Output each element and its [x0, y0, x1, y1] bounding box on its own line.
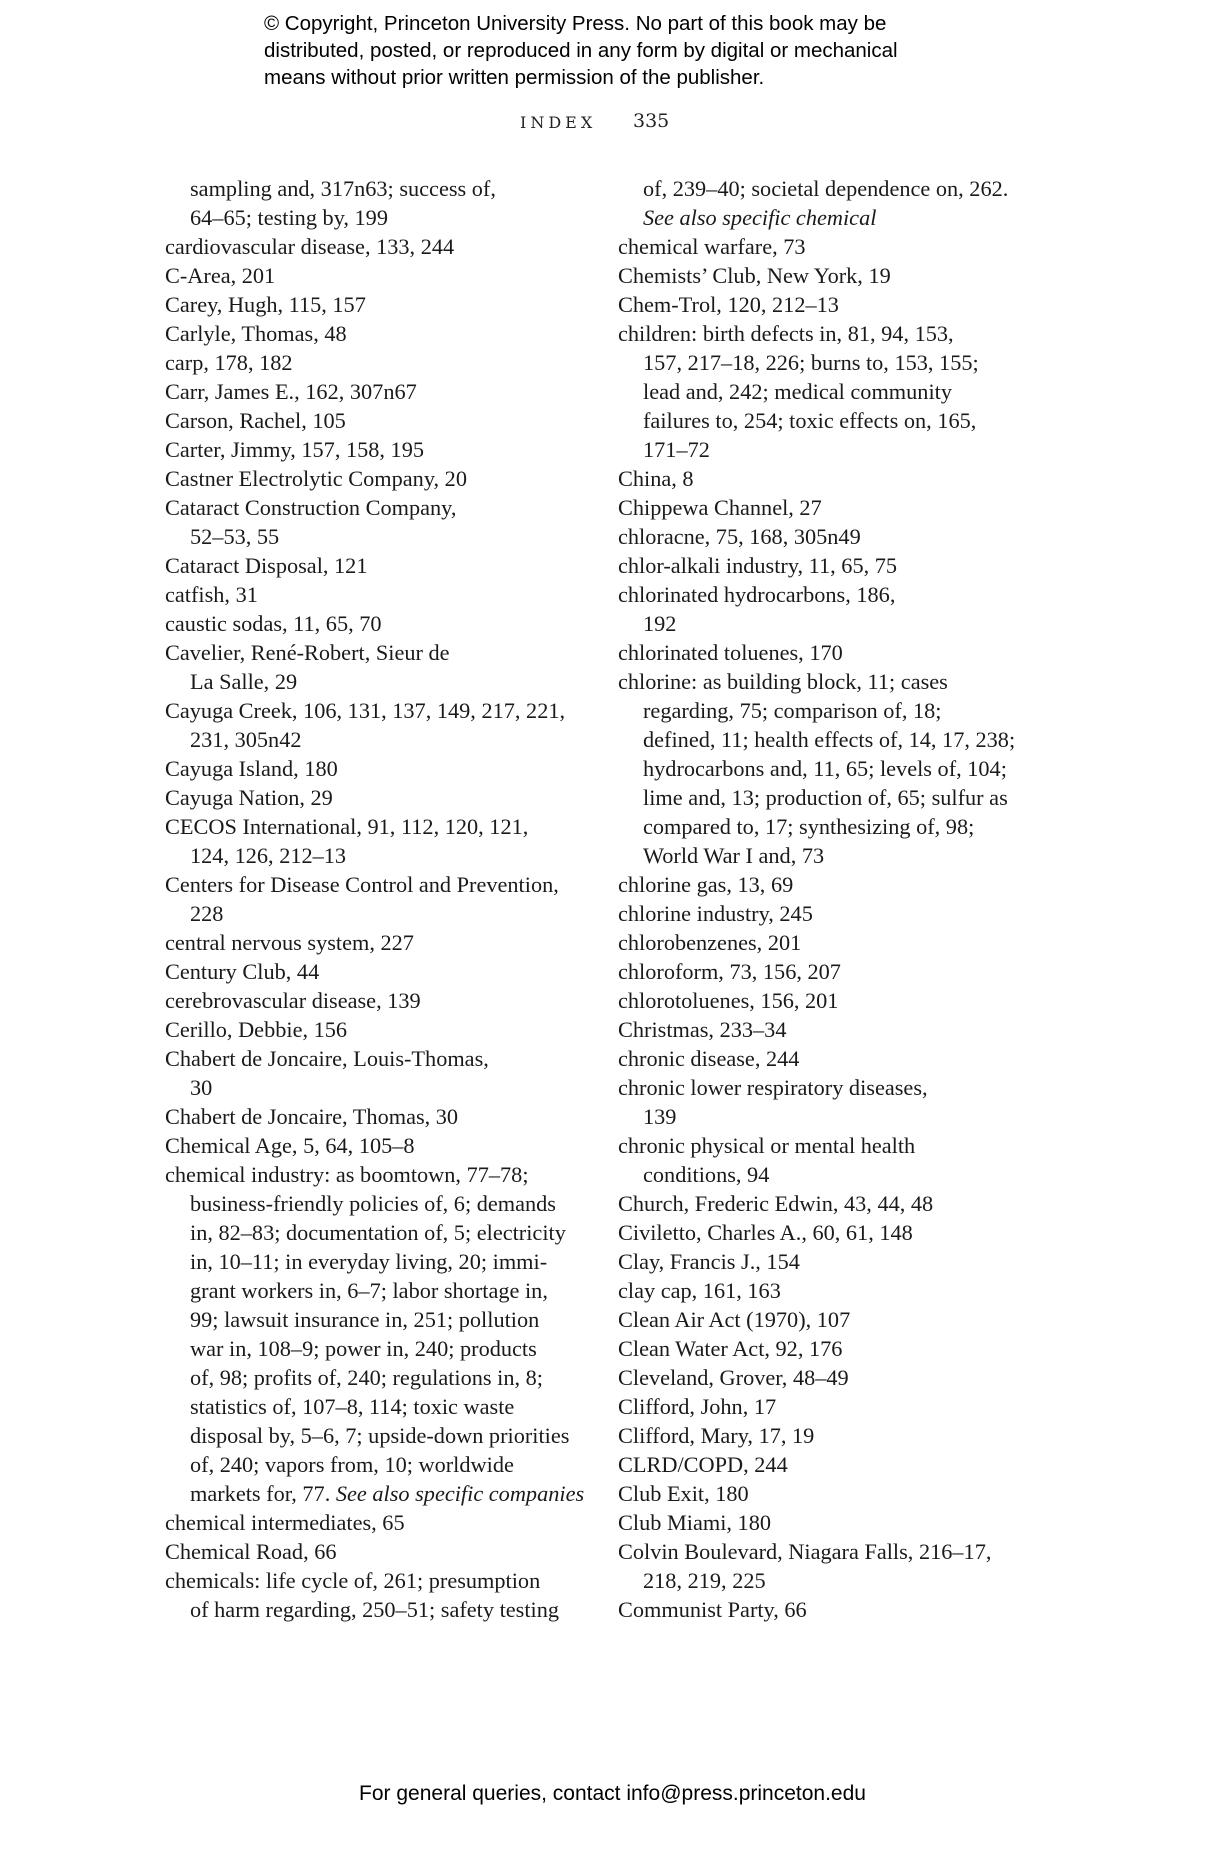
index-entry-text: Cleveland, Grover, 48–49	[618, 1365, 849, 1390]
index-entry-line	[618, 1015, 1058, 1044]
index-entry-line	[165, 638, 605, 667]
index-entry-text: Cavelier, René-Robert, Sieur de	[165, 640, 450, 665]
index-entry-text: defined, 11; health effects of, 14, 17, 238;	[643, 727, 1016, 752]
index-entry-text: Chemical Road, 66	[165, 1539, 337, 1564]
running-head-label: INDEX	[520, 113, 597, 132]
index-entry-text: chlorine industry, 245	[618, 901, 813, 926]
index-entry-line	[618, 522, 1058, 551]
index-entry-text: of, 98; profits of, 240; regulations in, 8;	[190, 1365, 543, 1390]
index-entry-line	[165, 696, 605, 725]
index-entry-line	[165, 406, 605, 435]
index-entry-line	[618, 986, 1058, 1015]
index-entry-text: of harm regarding, 250–51; safety testing	[190, 1597, 560, 1622]
index-entry-line	[618, 1363, 1058, 1392]
index-entry-line	[618, 1334, 1058, 1363]
index-entry-line	[165, 1595, 605, 1624]
index-entry-line	[618, 551, 1058, 580]
index-column-right	[618, 174, 1058, 1624]
index-entry-text: compared to, 17; synthesizing of, 98;	[643, 814, 975, 839]
index-entry-text: Clifford, John, 17	[618, 1394, 777, 1419]
index-entry-text: business-friendly policies of, 6; demands	[190, 1191, 556, 1216]
index-entry-line	[618, 1450, 1058, 1479]
index-entry-text: Clean Water Act, 92, 176	[618, 1336, 843, 1361]
index-entry-text: 30	[190, 1075, 213, 1100]
index-entry-text: Chem-Trol, 120, 212–13	[618, 292, 839, 317]
copyright-line: © Copyright, Princeton University Press. No part of this book may be	[264, 12, 887, 35]
index-entry-line	[165, 957, 605, 986]
index-entry-line	[165, 1363, 605, 1392]
index-entry-text: 99; lawsuit insurance in, 251; pollution	[190, 1307, 540, 1332]
index-entry-line	[618, 870, 1058, 899]
index-entry-line	[165, 986, 605, 1015]
index-entry-text: Cerillo, Debbie, 156	[165, 1017, 348, 1042]
index-entry-line	[165, 435, 605, 464]
index-entry-line	[618, 1305, 1058, 1334]
cross-reference: See also specific companies	[330, 1481, 585, 1506]
index-entry-line	[165, 348, 605, 377]
cross-reference: See also specific chemical	[643, 205, 877, 230]
index-entry-text: chronic physical or mental health	[618, 1133, 916, 1158]
index-entry-text: children: birth defects in, 81, 94, 153,	[618, 321, 954, 346]
copyright-line: distributed, posted, or reproduced in any form by digital or mechanical	[264, 39, 898, 62]
index-entry-line	[165, 1392, 605, 1421]
index-entry-line	[618, 841, 1058, 870]
index-entry-text: disposal by, 5–6, 7; upside-down priorities	[190, 1423, 570, 1448]
index-entry-line	[618, 1247, 1058, 1276]
index-entry-line	[165, 551, 605, 580]
index-entry-text: 228	[190, 901, 224, 926]
index-entry-line	[618, 812, 1058, 841]
index-entry-line	[618, 1508, 1058, 1537]
index-entry-text: World War I and, 73	[643, 843, 825, 868]
index-entry-line	[618, 1189, 1058, 1218]
index-entry-text: clay cap, 161, 163	[618, 1278, 781, 1303]
index-entry-text: cardiovascular disease, 133, 244	[165, 234, 455, 259]
index-entry-line	[618, 464, 1058, 493]
index-entry-line	[165, 609, 605, 638]
index-entry-text: Cayuga Island, 180	[165, 756, 338, 781]
index-entry-text: sampling and, 317n63; success of,	[190, 176, 496, 201]
index-entry-line	[165, 1044, 605, 1073]
index-entry-line	[618, 232, 1058, 261]
index-entry-text: Castner Electrolytic Company, 20	[165, 466, 467, 491]
index-entry-line	[618, 928, 1058, 957]
index-entry-line	[618, 580, 1058, 609]
index-entry-text: China, 8	[618, 466, 694, 491]
index-entry-line	[165, 841, 605, 870]
index-entry-line	[618, 957, 1058, 986]
index-entry-text: statistics of, 107–8, 114; toxic waste	[190, 1394, 515, 1419]
index-entry-text: conditions, 94	[643, 1162, 770, 1187]
index-entry-text: catfish, 31	[165, 582, 258, 607]
index-entry-line	[618, 1160, 1058, 1189]
index-entry-text: Cataract Construction Company,	[165, 495, 457, 520]
index-entry-text: Club Miami, 180	[618, 1510, 771, 1535]
index-entry-text: Carlyle, Thomas, 48	[165, 321, 347, 346]
index-entry-text: Centers for Disease Control and Prevention,	[165, 872, 559, 897]
index-column-left	[165, 174, 605, 1624]
index-entry-text: of, 240; vapors from, 10; worldwide	[190, 1452, 514, 1477]
index-entry-line	[165, 783, 605, 812]
index-entry-text: Communist Party, 66	[618, 1597, 807, 1622]
footer-text: For general queries, contact info@press.princeton.edu	[359, 1782, 866, 1805]
index-entry-line	[618, 1537, 1058, 1566]
index-entry-line	[165, 1073, 605, 1102]
index-entry-text: 157, 217–18, 226; burns to, 153, 155;	[643, 350, 979, 375]
index-entry-text: Civiletto, Charles A., 60, 61, 148	[618, 1220, 913, 1245]
index-entry-text: 218, 219, 225	[643, 1568, 766, 1593]
index-entry-text: carp, 178, 182	[165, 350, 293, 375]
index-entry-line	[618, 667, 1058, 696]
index-entry-line	[165, 522, 605, 551]
index-entry-line	[618, 290, 1058, 319]
index-entry-text: failures to, 254; toxic effects on, 165,	[643, 408, 977, 433]
index-entry-line	[618, 1392, 1058, 1421]
index-entry-line	[165, 1508, 605, 1537]
index-entry-text: Century Club, 44	[165, 959, 320, 984]
index-entry-line	[618, 754, 1058, 783]
index-entry-line	[618, 1073, 1058, 1102]
index-entry-text: chemical industry: as boomtown, 77–78;	[165, 1162, 529, 1187]
index-entry-text: lead and, 242; medical community	[643, 379, 952, 404]
index-entry-line	[165, 319, 605, 348]
index-entry-text: 124, 126, 212–13	[190, 843, 347, 868]
index-entry-line	[165, 377, 605, 406]
index-entry-text: central nervous system, 227	[165, 930, 414, 955]
index-entry-line	[165, 1276, 605, 1305]
index-entry-line	[165, 174, 605, 203]
index-entry-line	[618, 725, 1058, 754]
index-entry-text: chloracne, 75, 168, 305n49	[618, 524, 861, 549]
index-entry-line	[165, 261, 605, 290]
index-entry-text: Clifford, Mary, 17, 19	[618, 1423, 815, 1448]
index-entry-line	[618, 406, 1058, 435]
index-entry-line	[165, 1334, 605, 1363]
index-entry-text: chloroform, 73, 156, 207	[618, 959, 841, 984]
index-entry-text: cerebrovascular disease, 139	[165, 988, 421, 1013]
index-entry-text: Clean Air Act (1970), 107	[618, 1307, 851, 1332]
index-entry-text: chlorinated toluenes, 170	[618, 640, 843, 665]
index-entry-line	[165, 667, 605, 696]
index-entry-line	[618, 261, 1058, 290]
index-entry-text: Cayuga Nation, 29	[165, 785, 333, 810]
copyright-notice	[264, 10, 1024, 91]
index-entry-text: in, 10–11; in everyday living, 20; immi-	[190, 1249, 548, 1274]
index-entry-text: lime and, 13; production of, 65; sulfur as	[643, 785, 1008, 810]
index-entry-text: Christmas, 233–34	[618, 1017, 787, 1042]
index-entry-text: of, 239–40; societal dependence on, 262.	[643, 176, 1009, 201]
index-entry-text: La Salle, 29	[190, 669, 298, 694]
index-entry-text: chlor-alkali industry, 11, 65, 75	[618, 553, 898, 578]
index-entry-text: regarding, 75; comparison of, 18;	[643, 698, 942, 723]
index-entry-line	[165, 928, 605, 957]
index-entry-text: Chippewa Channel, 27	[618, 495, 822, 520]
index-entry-text: CLRD/COPD, 244	[618, 1452, 788, 1477]
index-entry-line	[165, 1015, 605, 1044]
index-entry-line	[165, 1537, 605, 1566]
index-entry-line	[618, 1276, 1058, 1305]
index-entry-line	[165, 580, 605, 609]
index-entry-line	[165, 1479, 605, 1508]
index-entry-line	[165, 1218, 605, 1247]
index-entry-text: chronic disease, 244	[618, 1046, 800, 1071]
index-entry-line	[618, 899, 1058, 928]
index-entry-line	[618, 638, 1058, 667]
index-entry-line	[618, 203, 1058, 232]
index-entry-text: Cataract Disposal, 121	[165, 553, 368, 578]
index-entry-line	[165, 870, 605, 899]
index-entry-line	[165, 754, 605, 783]
index-entry-line	[618, 493, 1058, 522]
index-entry-text: markets for, 77.	[190, 1481, 331, 1506]
footer-note	[0, 1782, 1225, 1806]
index-entry-text: caustic sodas, 11, 65, 70	[165, 611, 382, 636]
index-entry-line	[165, 290, 605, 319]
index-entry-line	[618, 609, 1058, 638]
index-entry-text: war in, 108–9; power in, 240; products	[190, 1336, 537, 1361]
index-entry-line	[618, 1566, 1058, 1595]
index-entry-line	[618, 435, 1058, 464]
index-entry-line	[618, 1479, 1058, 1508]
copyright-line: means without prior written permission of the publisher.	[264, 66, 765, 89]
index-entry-text: Clay, Francis J., 154	[618, 1249, 800, 1274]
index-entry-text: chemicals: life cycle of, 261; presumption	[165, 1568, 541, 1593]
index-entry-line	[618, 348, 1058, 377]
index-entry-text: Carr, James E., 162, 307n67	[165, 379, 417, 404]
index-entry-text: chlorobenzenes, 201	[618, 930, 802, 955]
index-entry-text: Carter, Jimmy, 157, 158, 195	[165, 437, 425, 462]
index-entry-line	[165, 1566, 605, 1595]
index-entry-line	[165, 812, 605, 841]
index-entry-text: Chabert de Joncaire, Thomas, 30	[165, 1104, 459, 1129]
index-entry-line	[618, 1131, 1058, 1160]
index-entry-line	[618, 319, 1058, 348]
index-entry-line	[165, 1160, 605, 1189]
index-entry-text: chlorinated hydrocarbons, 186,	[618, 582, 896, 607]
index-entry-text: 231, 305n42	[190, 727, 302, 752]
index-entry-line	[618, 783, 1058, 812]
index-entry-line	[618, 1218, 1058, 1247]
index-entry-text: Church, Frederic Edwin, 43, 44, 48	[618, 1191, 934, 1216]
index-entry-text: Cayuga Creek, 106, 131, 137, 149, 217, 221,	[165, 698, 566, 723]
index-entry-line	[165, 725, 605, 754]
index-entry-line	[165, 1102, 605, 1131]
index-entry-line	[618, 1595, 1058, 1624]
index-entry-line	[165, 1305, 605, 1334]
index-entry-text: in, 82–83; documentation of, 5; electricity	[190, 1220, 566, 1245]
index-entry-text: Chemical Age, 5, 64, 105–8	[165, 1133, 415, 1158]
index-entry-text: Carson, Rachel, 105	[165, 408, 346, 433]
index-entry-text: chlorine gas, 13, 69	[618, 872, 794, 897]
page-number: 335	[633, 110, 670, 132]
index-entry-line	[618, 377, 1058, 406]
index-entry-line	[618, 1102, 1058, 1131]
index-entry-text: 192	[643, 611, 677, 636]
index-entry-line	[618, 174, 1058, 203]
index-entry-text: chemical intermediates, 65	[165, 1510, 405, 1535]
index-entry-line	[165, 203, 605, 232]
index-entry-text: 171–72	[643, 437, 710, 462]
index-entry-text: grant workers in, 6–7; labor shortage in,	[190, 1278, 548, 1303]
index-entry-line	[618, 1044, 1058, 1073]
index-entry-text: Carey, Hugh, 115, 157	[165, 292, 366, 317]
index-entry-text: 52–53, 55	[190, 524, 280, 549]
index-entry-text: Chabert de Joncaire, Louis-Thomas,	[165, 1046, 489, 1071]
index-entry-line	[165, 899, 605, 928]
index-entry-line	[165, 232, 605, 261]
index-entry-line	[165, 1247, 605, 1276]
index-entry-text: CECOS International, 91, 112, 120, 121,	[165, 814, 529, 839]
index-entry-text: hydrocarbons and, 11, 65; levels of, 104;	[643, 756, 1007, 781]
index-entry-text: chlorine: as building block, 11; cases	[618, 669, 948, 694]
index-entry-text: chlorotoluenes, 156, 201	[618, 988, 839, 1013]
index-entry-line	[165, 464, 605, 493]
index-entry-line	[165, 493, 605, 522]
index-entry-line	[165, 1450, 605, 1479]
index-entry-text: Chemists’ Club, New York, 19	[618, 263, 891, 288]
index-entry-text: 139	[643, 1104, 677, 1129]
index-entry-line	[165, 1131, 605, 1160]
index-entry-line	[165, 1189, 605, 1218]
index-entry-text: C-Area, 201	[165, 263, 276, 288]
index-entry-text: Club Exit, 180	[618, 1481, 749, 1506]
index-entry-line	[618, 696, 1058, 725]
index-entry-text: 64–65; testing by, 199	[190, 205, 388, 230]
index-entry-text: Colvin Boulevard, Niagara Falls, 216–17,	[618, 1539, 992, 1564]
index-entry-line	[165, 1421, 605, 1450]
index-entry-text: chemical warfare, 73	[618, 234, 806, 259]
index-entry-text: chronic lower respiratory diseases,	[618, 1075, 928, 1100]
index-entry-line	[618, 1421, 1058, 1450]
